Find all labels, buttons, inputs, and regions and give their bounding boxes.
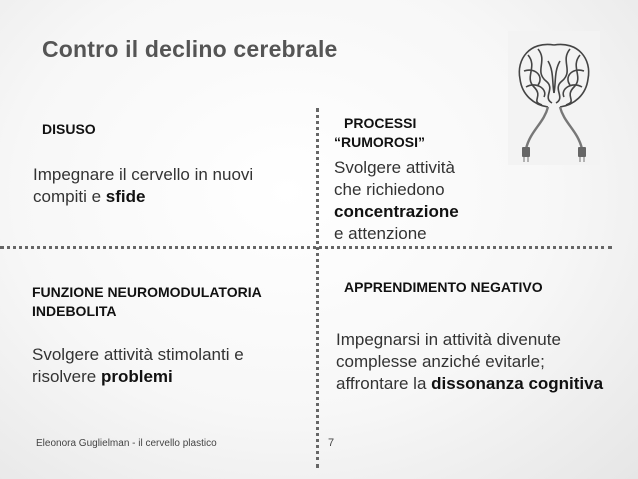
text-processi <box>334 157 504 245</box>
text-disuso-bold: sfide <box>105 187 146 206</box>
text-apprendimento-plain: Impegnarsi in attività divenute complesse anziché evitarle; affrontare la <box>336 330 561 393</box>
page-number: 7 <box>328 437 335 449</box>
text-apprendimento-bold: dissonanza cognitiva <box>431 374 604 393</box>
slide-title: Contro il declino cerebrale <box>42 36 338 62</box>
text-disuso-plain: Impegnare il cervello in nuovi compiti e <box>33 165 254 206</box>
heading-funzione-line1: FUNZIONE NEUROMODULATORIA <box>32 284 262 300</box>
heading-processi-line2: “RUMOROSI” <box>334 134 425 150</box>
text-funzione-bold: problemi <box>100 367 173 386</box>
heading-processi-line1: PROCESSI <box>344 115 417 131</box>
text-processi-line1: Svolgere attività <box>334 158 455 177</box>
horizontal-divider <box>0 246 612 249</box>
text-disuso <box>33 164 295 208</box>
footer-author: Eleonora Guglielman - il cervello plastico <box>36 438 217 449</box>
text-processi-line4: e attenzione <box>334 224 427 243</box>
text-apprendimento <box>336 329 616 395</box>
text-funzione-plain: Svolgere attività stimolanti e risolvere <box>32 345 244 386</box>
brain-cables-image <box>508 31 600 165</box>
heading-funzione-line2: INDEBOLITA <box>32 303 117 319</box>
text-funzione <box>32 344 294 388</box>
heading-apprendimento: APPRENDIMENTO NEGATIVO <box>344 279 543 295</box>
heading-disuso: DISUSO <box>42 121 96 137</box>
text-processi-line2: che richiedono <box>334 180 445 199</box>
text-processi-bold: concentrazione <box>334 202 459 221</box>
vertical-divider <box>316 108 319 468</box>
